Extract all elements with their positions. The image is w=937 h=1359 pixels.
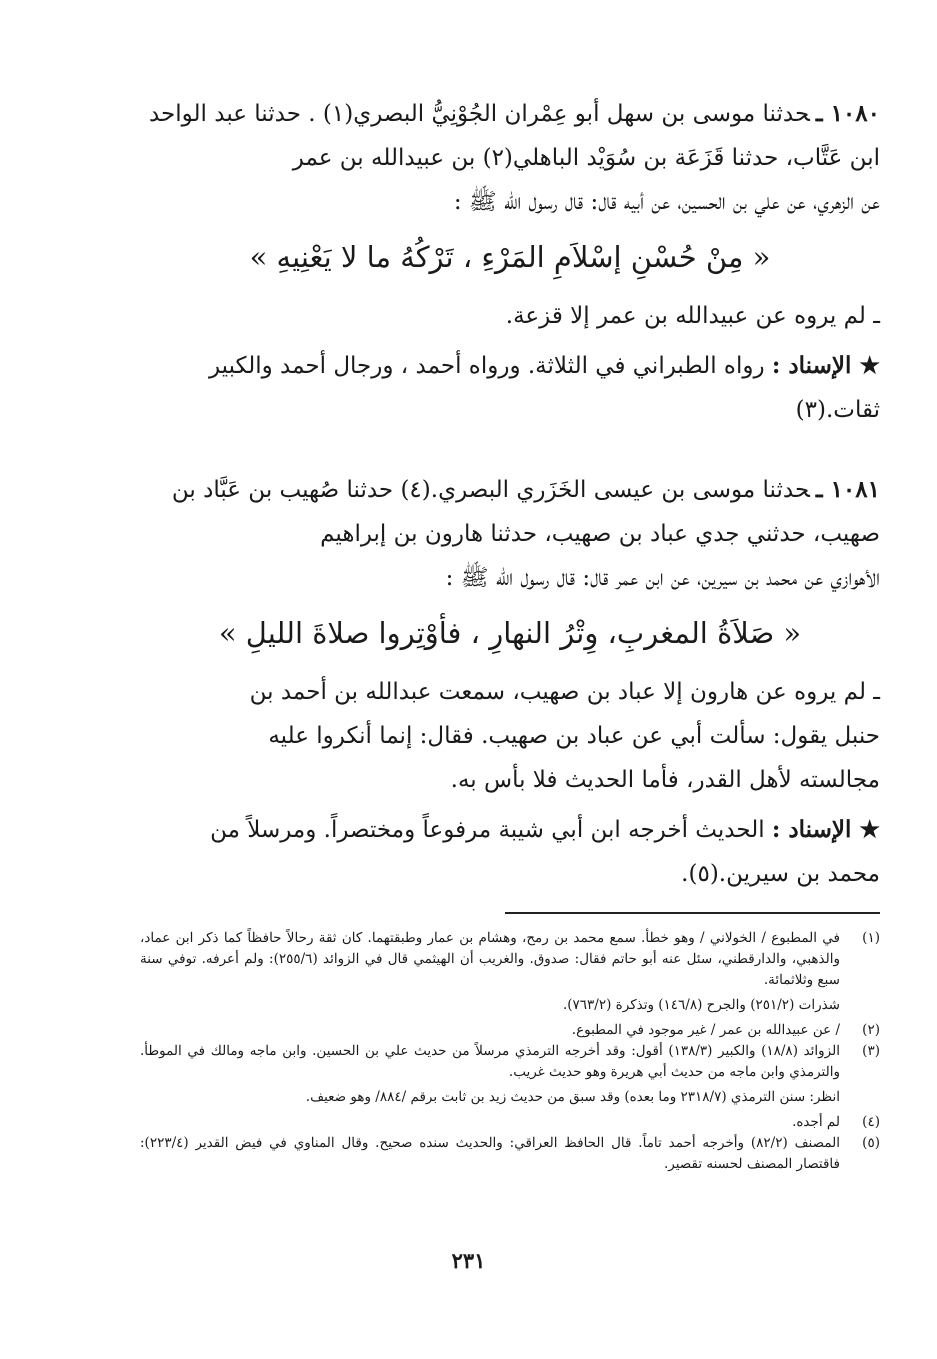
footnote-text: لم أجده.: [792, 1114, 840, 1130]
hadith-note: ـ لم يروه عن هارون إلا عباد بن صهيب، سمعت عبدالله بن أحمد بن: [249, 679, 880, 705]
footnote-separator: [505, 912, 880, 914]
hadith-line: عن الزهري، عن علي بن الحسين، عن أبيه قال: قال رسول الله ﷺ :: [453, 189, 880, 215]
footnote-number: (٢): [862, 1022, 880, 1038]
hadith-note: مجالسته لأهل القدر، فأما الحديث فلا بأس به.: [450, 767, 880, 793]
isnad-text: رواه الطبراني في الثلاثة. ورواه أحمد ، ورجال أحمد والكبير: [208, 353, 765, 379]
footnote-text: في المطبوع / الخولاني / وهو خطأ. سمع محمد بن رمح، وهشام بن عمار وطبقتهما. كان ثقة رحالاً حافظاً كما ذكر ابن عماد، والذهبي، والدارقطني، سئل عنه أبو حاتم فقال: صدوق. والغريب أن الهيثمي قال في الزوائد (٢٥٥/٦): ولم أعرفه. توفي سنة سبع وثلاثمائة.: [140, 930, 840, 988]
footnote-extra: شذرات (٢٥١/٢) والجرح (١٤٦/٨) وتذكرة (٧٦٣/٢).: [562, 997, 840, 1013]
footnote-number: (٥): [862, 1135, 880, 1151]
hadith-1080: [140, 92, 880, 432]
footnote: [140, 1133, 880, 1175]
isnad-line: [140, 344, 880, 388]
hadith-line: ابن عَتَّاب، حدثنا قَزَعَة بن سُوَيْد الباهلي(٢) بن عبيدالله بن عمر: [292, 145, 880, 171]
hadith-quote: « صَلاَةُ المغربِ، وِتْرُ النهارِ ، فأوْتِروا صلاةَ الليلِ »: [218, 616, 802, 650]
page-number: ٢٣١: [451, 1248, 486, 1273]
hadith-line: الأهوازي عن محمد بن سيرين، عن ابن عمر قال: قال رسول الله ﷺ :: [445, 565, 880, 591]
hadith-text: حدثنا موسى بن عيسى الخَزَري البصري.(٤) حدثنا صُهيب بن عَبَّاد بن: [171, 477, 810, 503]
hadith-quote: « مِنْ حُسْنِ إسْلاَمِ المَرْءِ ، تَرْكُهُ ما لا يَعْنِيهِ »: [249, 240, 771, 274]
footnote-number: (٣): [862, 1043, 880, 1059]
footnote: [140, 1112, 880, 1133]
hadith-number: ١٠٨٠ ـ: [815, 100, 880, 127]
isnad-text: الحديث أخرجه ابن أبي شيبة مرفوعاً ومختصراً. ومرسلاً من: [210, 817, 765, 843]
hadith-note: ـ لم يروه عن عبيدالله بن عمر إلا قزعة.: [505, 303, 880, 329]
footnotes: [140, 928, 880, 1175]
main-text: [140, 92, 880, 932]
isnad-line-2: ثقات.(٣): [795, 397, 880, 423]
footnote-extra: انظر: سنن الترمذي (٢٣١٨/٧ وما بعده) وقد سبق من حديث زيد بن ثابت برقم /٨٨٤/ وهو ضعيف.: [305, 1089, 840, 1105]
hadith-1081: [140, 468, 880, 896]
footnote: [140, 1041, 880, 1112]
footnote: [140, 928, 880, 1020]
hadith-text: حدثنا موسى بن سهل أبو عِمْران الجُوْنِيُّ البصري(١) . حدثنا عبد الواحد: [148, 101, 810, 127]
footnote-text: / عن عبيدالله بن عمر / غير موجود في المطبوع.: [571, 1022, 840, 1038]
footnote: [140, 1020, 880, 1041]
hadith-line: [140, 468, 880, 512]
footnote-text: المصنف (٨٢/٢) وأخرجه أحمد تاماً. قال الحافظ العراقي: والحديث سنده صحيح. وقال المناوي في فيض القدير (٢٢٣/٤): فاقتصار المصنف لحسنه تقصير.: [140, 1135, 840, 1172]
isnad-label: ★ الإسناد :: [771, 352, 880, 379]
isnad-line: [140, 808, 880, 852]
footnote-text: الزوائد (١٨/٨) والكبير (١٣٨/٣) أقول: وقد أخرجه الترمذي مرسلاً من حديث علي بن الحسين. وابن ماجه ومالك في الموطأ. والترمذي وابن ماجه من حديث أبي هريرة وهو حديث غريب.: [140, 1043, 840, 1080]
footnote-number: (٤): [862, 1114, 880, 1130]
hadith-line: صهيب، حدثني جدي عباد بن صهيب، حدثنا هارون بن إبراهيم: [320, 521, 880, 547]
isnad-label: ★ الإسناد :: [771, 816, 880, 843]
isnad-line-2: محمد بن سيرين.(٥).: [681, 861, 880, 887]
hadith-number: ١٠٨١ ـ: [815, 476, 880, 503]
hadith-line: [140, 92, 880, 136]
footnote-number: (١): [862, 930, 880, 946]
hadith-note: حنبل يقول: سألت أبي عن عباد بن صهيب. فقال: إنما أنكروا عليه: [268, 723, 880, 749]
